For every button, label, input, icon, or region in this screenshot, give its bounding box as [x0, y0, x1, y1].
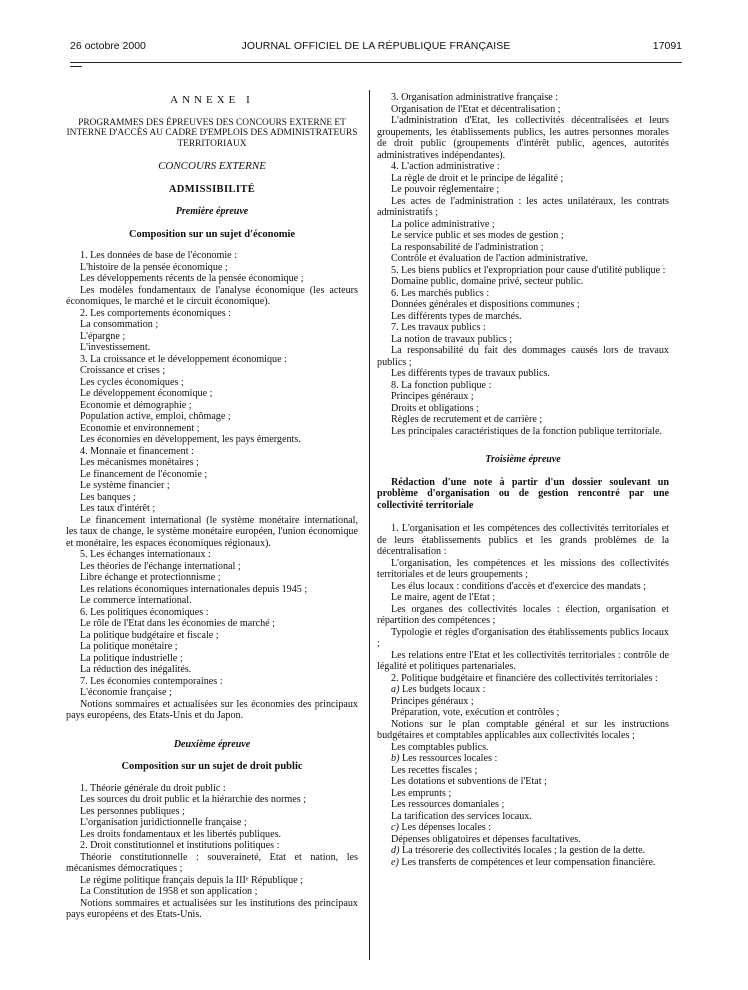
text-line: 5. Les échanges internationaux : [80, 549, 211, 560]
text-line: 3. Organisation administrative française : [391, 92, 559, 103]
text-line: Les relations entre l'Etat et les collectivités territoriales : contrôle de légalité et politiques partenariales. [377, 649, 669, 672]
text-line: Les personnes publiques ; [80, 805, 185, 817]
text-line: Les différents types de travaux publics. [391, 368, 550, 379]
text-line: 4. L'action administrative : [391, 161, 500, 172]
text-line: Notions sur le plan comptable général et sur les instructions budgétaires et comptables applicables aux collectivités locales ; [377, 718, 669, 741]
annexe-heading: ANNEXE I [170, 94, 254, 106]
text-line: Les organes des collectivités locales : élection, organisation et répartition des compétences ; [377, 603, 669, 626]
text-line: Les droits fondamentaux et les libertés publiques. [80, 828, 282, 840]
text-line: 5. Les biens publics et l'expropriation pour cause d'utilité publique : [391, 264, 666, 276]
text-line: 1. L'organisation et les compétences des collectivités territoriales et de leurs établissements publics et les grands problèmes de la décentralisation : [377, 523, 669, 557]
text-line: Typologie et règles d'organisation des établissements publics locaux ; [377, 626, 669, 649]
text-line: Organisation de l'Etat et décentralisation ; [391, 103, 561, 115]
text-line: Le pouvoir réglementaire ; [391, 184, 500, 195]
text-line: Les taux d'intérêt ; [80, 503, 156, 514]
text-line: L'administration d'Etat, les collectivités décentralisées et leurs groupements, les établissements publics, les autres personnes morales de droit public (groupements d'intérêt public, agences, autorités administratives indépendantes). [377, 115, 669, 161]
text-line: Libre échange et protectionnisme ; [80, 572, 221, 583]
text-line: La consommation ; [80, 319, 159, 330]
right-column [377, 92, 669, 868]
text-line: Les banques ; [80, 491, 136, 503]
text-line: Droits et obligations ; [391, 402, 480, 414]
text-line: Les différents types de marchés. [391, 310, 522, 322]
epreuve-1-heading: Première épreuve [175, 206, 249, 217]
text-line: 8. La fonction publique : [391, 379, 492, 391]
text-line: L'épargne ; [80, 330, 126, 342]
header-rule-short [70, 66, 82, 67]
text-line: Les ressources domaniales ; [391, 799, 505, 810]
text-line: Les comptables publics. [391, 741, 489, 753]
text-line: Les économies en développement, les pays émergents. [80, 434, 301, 445]
text-line: Données générales et dispositions communes ; [391, 299, 580, 310]
concours-heading: CONCOURS EXTERNE [158, 160, 266, 172]
text-line: Le régime politique français depuis la IIIᵉ République ; [80, 874, 304, 886]
text-line: Le rôle de l'Etat dans les économies de marché ; [80, 618, 275, 629]
header-date: 26 octobre 2000 [70, 40, 146, 52]
text-line: La politique budgétaire et fiscale ; [80, 629, 219, 641]
text-line: Théorie constitutionnelle : souveraineté, Etat et nation, les mécanismes démocratiques ; [66, 851, 358, 874]
text-line: L'organisation juridictionnelle française ; [80, 817, 247, 828]
text-line: Le maire, agent de l'Etat ; [391, 592, 496, 603]
page-header [70, 40, 682, 54]
text-line: Les élus locaux : conditions d'accès et d'exercice des mandats ; [391, 580, 646, 592]
text-line: Domaine public, domaine privé, secteur public. [391, 276, 584, 287]
text-line: Le service public et ses modes de gestion ; [391, 230, 564, 241]
text-line: Notions sommaires et actualisées sur les économies des principaux pays européens, des Etats-Unis et du Japon. [66, 698, 358, 721]
text-line: 1. Théorie générale du droit public : [80, 782, 226, 794]
text-line: Le développement économique ; [80, 388, 213, 399]
text-line: Les recettes fiscales ; [391, 764, 478, 776]
text-line: c) Les dépenses locales : [391, 822, 492, 833]
text-line: La notion de travaux publics ; [391, 333, 513, 345]
text-line: Les sources du droit public et la hiérarchie des normes ; [80, 794, 307, 805]
text-line: 4. Monnaie et financement : [80, 445, 194, 457]
text-line: Economie et environnement ; [80, 422, 200, 434]
text-line: Préparation, vote, exécution et contrôles ; [391, 707, 560, 718]
epreuve-3-heading: Troisième épreuve [485, 454, 561, 465]
text-line: La Constitution de 1958 et son application ; [80, 886, 258, 897]
text-line: Principes généraux ; [391, 695, 474, 707]
epreuve-2-heading: Deuxième épreuve [173, 738, 251, 750]
text-line: 2. Droit constitutionnel et institutions politiques : [80, 840, 280, 851]
text-line: L'organisation, les compétences et les missions des collectivités territoriales et de leurs groupements ; [377, 557, 669, 580]
text-line: L'investissement. [80, 342, 151, 353]
text-line: Le financement international (le système monétaire international, les taux de change, le système monétaire européen, l'union économique et monétaire, les espaces économiques régionaux). [66, 514, 358, 549]
text-line: La police administrative ; [391, 218, 495, 230]
text-line: Contrôle et évaluation de l'action administrative. [391, 253, 588, 264]
text-line: Les relations économiques internationales depuis 1945 ; [80, 583, 308, 595]
text-line: L'histoire de la pensée économique ; [80, 261, 228, 273]
text-line: 3. La croissance et le développement économique : [80, 353, 287, 365]
composition-economie-heading: Composition sur un sujet d'économie [128, 228, 296, 240]
text-line: d) La trésorerie des collectivités locales ; la gestion de la dette. [391, 845, 646, 856]
text-line: L'économie française ; [80, 687, 172, 698]
text-line: 2. Les comportements économiques : [80, 307, 231, 319]
column-divider [369, 90, 370, 960]
text-line: Principes généraux ; [391, 391, 474, 402]
text-line: La politique industrielle ; [80, 652, 183, 664]
text-line: Population active, emploi, chômage ; [80, 411, 231, 422]
text-line: La responsabilité du fait des dommages causés lors de travaux publics ; [377, 345, 669, 368]
left-column [66, 95, 358, 921]
text-line: Les actes de l'administration : les actes unilatéraux, les contrats administratifs ; [377, 195, 669, 218]
text-line: La politique monétaire ; [80, 641, 178, 652]
text-line: Le commerce international. [80, 595, 192, 606]
header-title: JOURNAL OFFICIEL DE LA RÉPUBLIQUE FRANÇAISE [241, 40, 511, 52]
text-line: Les développements récents de la pensée économique ; [80, 273, 304, 284]
text-line: Economie et démographie ; [80, 399, 192, 411]
text-line: Le financement de l'économie ; [80, 468, 208, 480]
text-line: e) Les transferts de compétences et leur compensation financière. [391, 856, 656, 868]
text-line: 2. Politique budgétaire et financière des collectivités territoriales : [391, 672, 658, 684]
text-line: Croissance et crises ; [80, 365, 166, 376]
text-line: Les mécanismes monétaires ; [80, 457, 199, 468]
text-line: La tarification des services locaux. [391, 810, 532, 822]
text-line: 1. Les données de base de l'économie : [80, 250, 238, 261]
text-line: La réduction des inégalités. [80, 664, 192, 675]
text-line: Les dotations et subventions de l'Etat ; [391, 776, 547, 787]
text-line: b) Les ressources locales : [391, 753, 498, 764]
header-page-number: 17091 [652, 40, 682, 52]
text-line: 7. Les économies contemporaines : [80, 675, 223, 687]
text-line: Les principales caractéristiques de la fonction publique territoriale. [391, 425, 663, 437]
text-line: 6. Les politiques économiques : [80, 606, 209, 618]
text-line: Les théories de l'échange international ; [80, 560, 241, 572]
text-line: 7. Les travaux publics : [391, 322, 486, 333]
text-line: La règle de droit et le principe de légalité ; [391, 172, 564, 184]
composition-droit-public-heading: Composition sur un sujet de droit public [121, 761, 303, 772]
text-line: 6. Les marchés publics : [391, 287, 490, 299]
text-line: Les cycles économiques ; [80, 376, 184, 388]
redaction-heading: Rédaction d'une note à partir d'un dossier soulevant un problème d'organisation ou de gestion rencontré par une collectivité territoriale [377, 476, 669, 511]
text-line: Le système financier ; [80, 480, 170, 491]
text-line: Dépenses obligatoires et dépenses facultatives. [391, 833, 581, 845]
programmes-heading: PROGRAMMES DES ÉPREUVES DES CONCOURS EXTERNE ET INTERNE D'ACCÈS AU CADRE D'EMPLOIS DES ADMINISTRATEURS TERRITORIAUX [66, 117, 358, 149]
text-line: Notions sommaires et actualisées sur les institutions des principaux pays européens et des Etats-Unis. [66, 897, 358, 920]
text-line: La responsabilité de l'administration ; [391, 241, 544, 253]
text-line: a) Les budgets locaux : [391, 684, 486, 695]
text-line: Les emprunts ; [391, 787, 452, 799]
text-line: Règles de recrutement et de carrière ; [391, 414, 543, 425]
header-rule [70, 62, 682, 63]
admissibilite-heading: ADMISSIBILITÉ [168, 183, 256, 195]
text-line: Les modèles fondamentaux de l'analyse économique (les acteurs économiques, le marché et le circuit économique). [66, 284, 358, 307]
